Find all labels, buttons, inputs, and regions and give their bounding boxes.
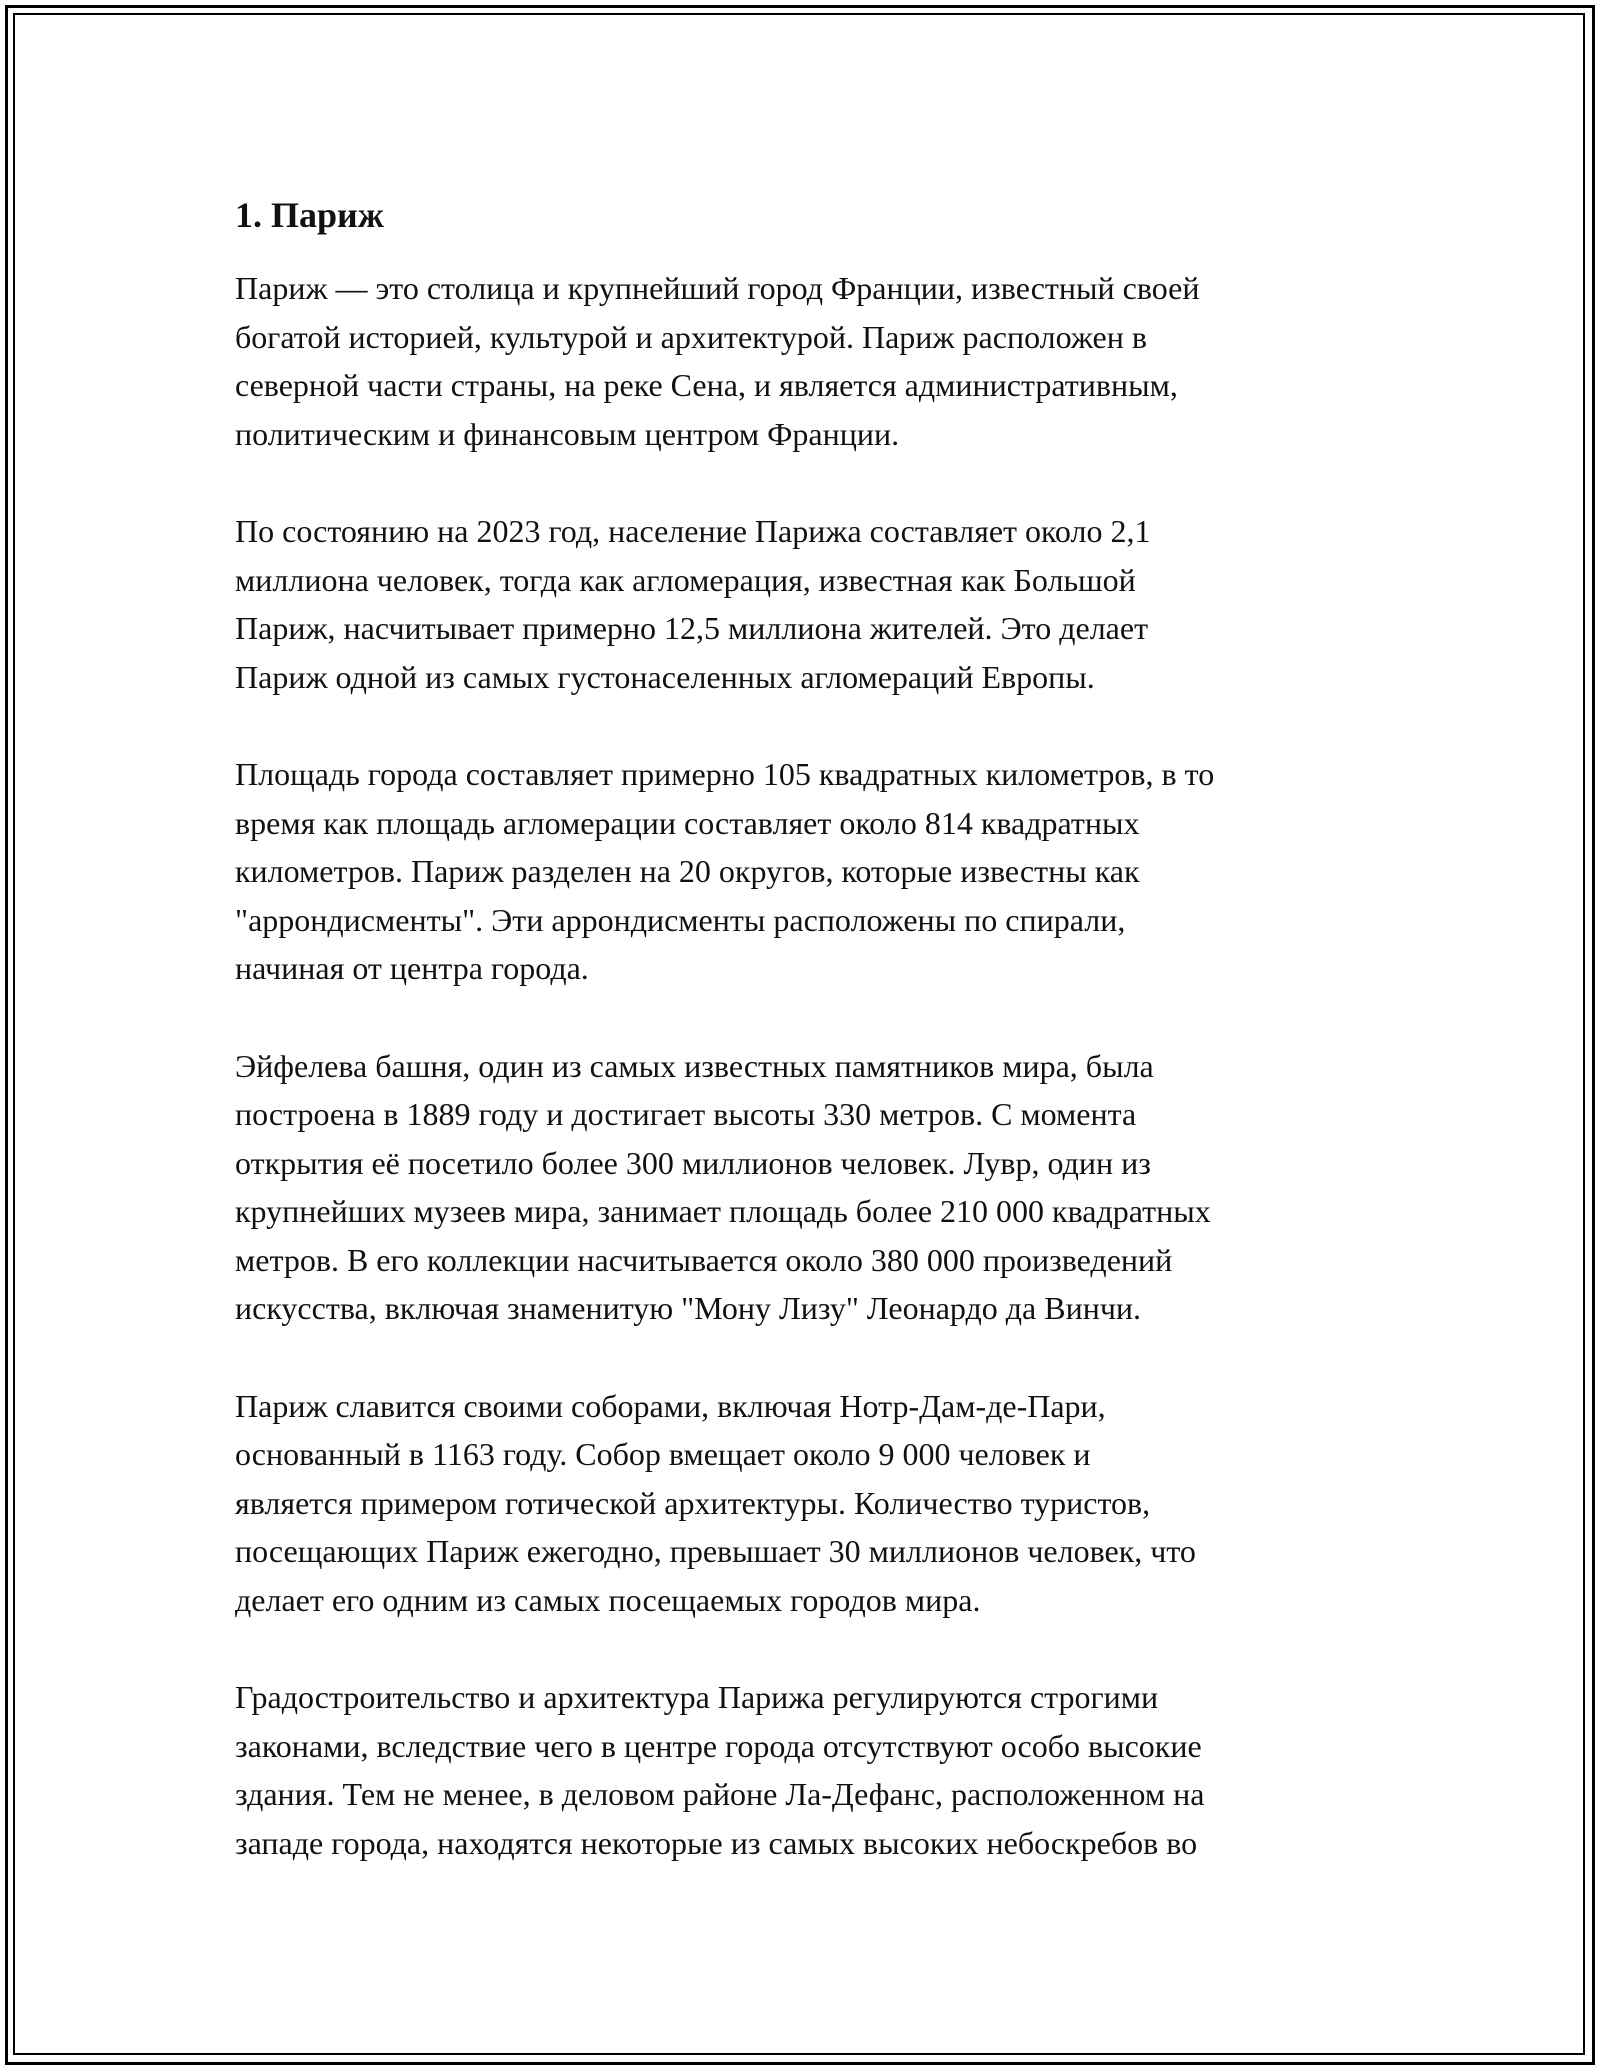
section-heading: 1. Париж: [235, 195, 384, 235]
paragraph-landmarks: Эйфелева башня, один из самых известных памятников мира, была построена в 1889 году и достигает высоты 330 метров. С момента открытия её посетило более 300 миллионов человек. Лувр, один из крупнейших музеев мира, занимает площадь более 210 000 квадратных метров. В его коллекции насчитывается около 380 000 произведений искусства, включая знаменитую "Мону Лизу" Леонардо да Винчи.: [235, 1047, 1211, 1326]
paragraph-cathedrals: Париж славится своими соборами, включая Нотр-Дам-де-Пари, основанный в 1163 году. Собор вмещает около 9 000 человек и является примером готической архитектуры. Количество туристов, посещающих Париж ежегодно, превышает 30 миллионов человек, что делает его одним из самых посещаемых городов мира.: [235, 1387, 1196, 1618]
document-page: [235, 190, 1385, 1916]
paragraph-intro: Париж — это столица и крупнейший город Франции, известный своей богатой историей, культурой и архитектурой. Париж расположен в северной части страны, на реке Сена, и является административным, политическим и финансовым центром Франции.: [235, 270, 1200, 452]
paragraph-population: По состоянию на 2023 год, население Парижа составляет около 2,1 миллиона человек, тогда как агломерация, известная как Большой Париж, насчитывает примерно 12,5 миллиона жителей. Это делает Париж одной из самых густонаселенных агломераций Европы.: [235, 513, 1151, 695]
paragraph-area: Площадь города составляет примерно 105 квадратных километров, в то время как площадь агломерации составляет около 814 квадратных километров. Париж разделен на 20 округов, которые известны как "аррондисменты". Эти аррондисменты расположены по спирали, начиная от центра города.: [235, 756, 1215, 986]
paragraph-urban-planning: Градостроительство и архитектура Парижа регулируются строгими законами, вследствие чего в центре города отсутствуют особо высокие здания. Тем не менее, в деловом районе Ла-Дефанс, расположенном на западе города, находятся некоторые из самых высоких небоскребов во: [235, 1679, 1205, 1861]
